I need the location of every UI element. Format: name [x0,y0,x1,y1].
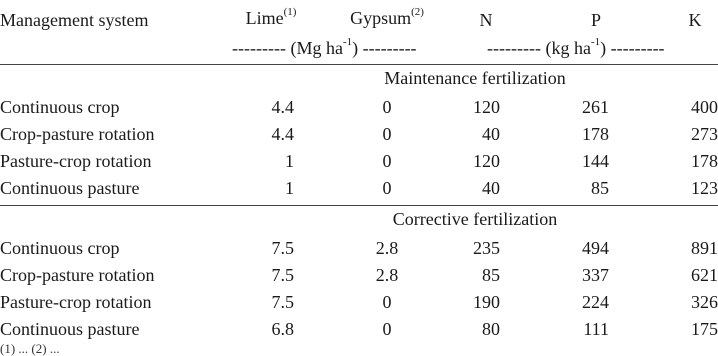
cell-lime: 7.5 [271,292,294,312]
cell-system: Continuous crop [0,97,120,117]
cell-lime: 1 [285,178,294,198]
lime-footnote-marker: (1) [283,6,297,18]
header-lime: Lime$^{(1)}$ [245,6,297,28]
cell-k: 400 [691,97,718,117]
cell-system: Crop-pasture rotation [0,124,155,144]
cell-system: Crop-pasture rotation [0,265,155,285]
cell-n: 235 [473,238,500,258]
cell-system: Pasture-crop rotation [0,151,152,171]
cell-p: 144 [582,151,609,171]
cell-system: Continuous pasture [0,178,140,198]
cell-p: 178 [582,124,609,144]
cell-k: 123 [691,178,718,198]
cell-gypsum: 0 [382,292,392,312]
cell-n: 120 [473,97,500,117]
cell-p: 494 [582,238,609,258]
cell-p: 337 [582,265,609,285]
header-management-system: Management system [0,10,149,30]
cell-lime: 7.5 [271,265,294,285]
cell-k: 273 [691,124,718,144]
section-title-corrective: Corrective fertilization [392,209,558,229]
cell-k: 326 [691,292,718,312]
cell-k: 175 [691,319,718,339]
cell-gypsum: 0 [382,319,392,339]
cell-lime: 4.4 [271,124,294,144]
cell-p: 224 [582,292,609,312]
cell-gypsum: 2.8 [375,265,399,285]
cell-k: 178 [691,151,718,171]
unit-kg-ha: --------- (kg $ha^{-1}$) --------- [487,36,665,58]
header-rule [0,64,718,65]
cell-system: Pasture-crop rotation [0,292,152,312]
cell-system: Continuous pasture [0,319,140,339]
cell-lime: 1 [285,151,294,171]
cell-p: 261 [582,97,609,117]
cell-k: 621 [691,265,718,285]
cell-gypsum: 0 [382,178,392,198]
cell-lime: 4.4 [271,97,294,117]
cell-n: 120 [473,151,500,171]
header-gypsum: Gypsum$^{(2)}$ [350,6,424,28]
cell-p: 85 [591,178,609,198]
gypsum-footnote-marker: (2) [411,6,424,18]
cell-lime: 6.8 [271,319,294,339]
cell-n: 40 [482,178,500,198]
cell-gypsum: 0 [382,151,392,171]
table-footnote: (1) ... (2) ... [0,341,60,356]
cell-p: 111 [583,319,609,339]
cell-lime: 7.5 [271,238,294,258]
cell-gypsum: 2.8 [375,238,399,258]
cell-k: 891 [691,238,718,258]
header-p: P [590,10,602,30]
header-k: K [688,10,702,30]
cell-n: 40 [482,124,500,144]
cell-n: 80 [482,319,500,339]
cell-gypsum: 0 [382,97,392,117]
cell-n: 85 [482,265,500,285]
cell-gypsum: 0 [382,124,392,144]
section-title-maintenance: Maintenance fertilization [384,68,566,88]
section-rule [0,205,718,206]
unit-mg-ha: --------- (Mg $ha^{-1}$) --------- [232,36,417,58]
cell-system: Continuous crop [0,238,120,258]
cell-n: 190 [473,292,500,312]
header-n: N [479,10,493,30]
